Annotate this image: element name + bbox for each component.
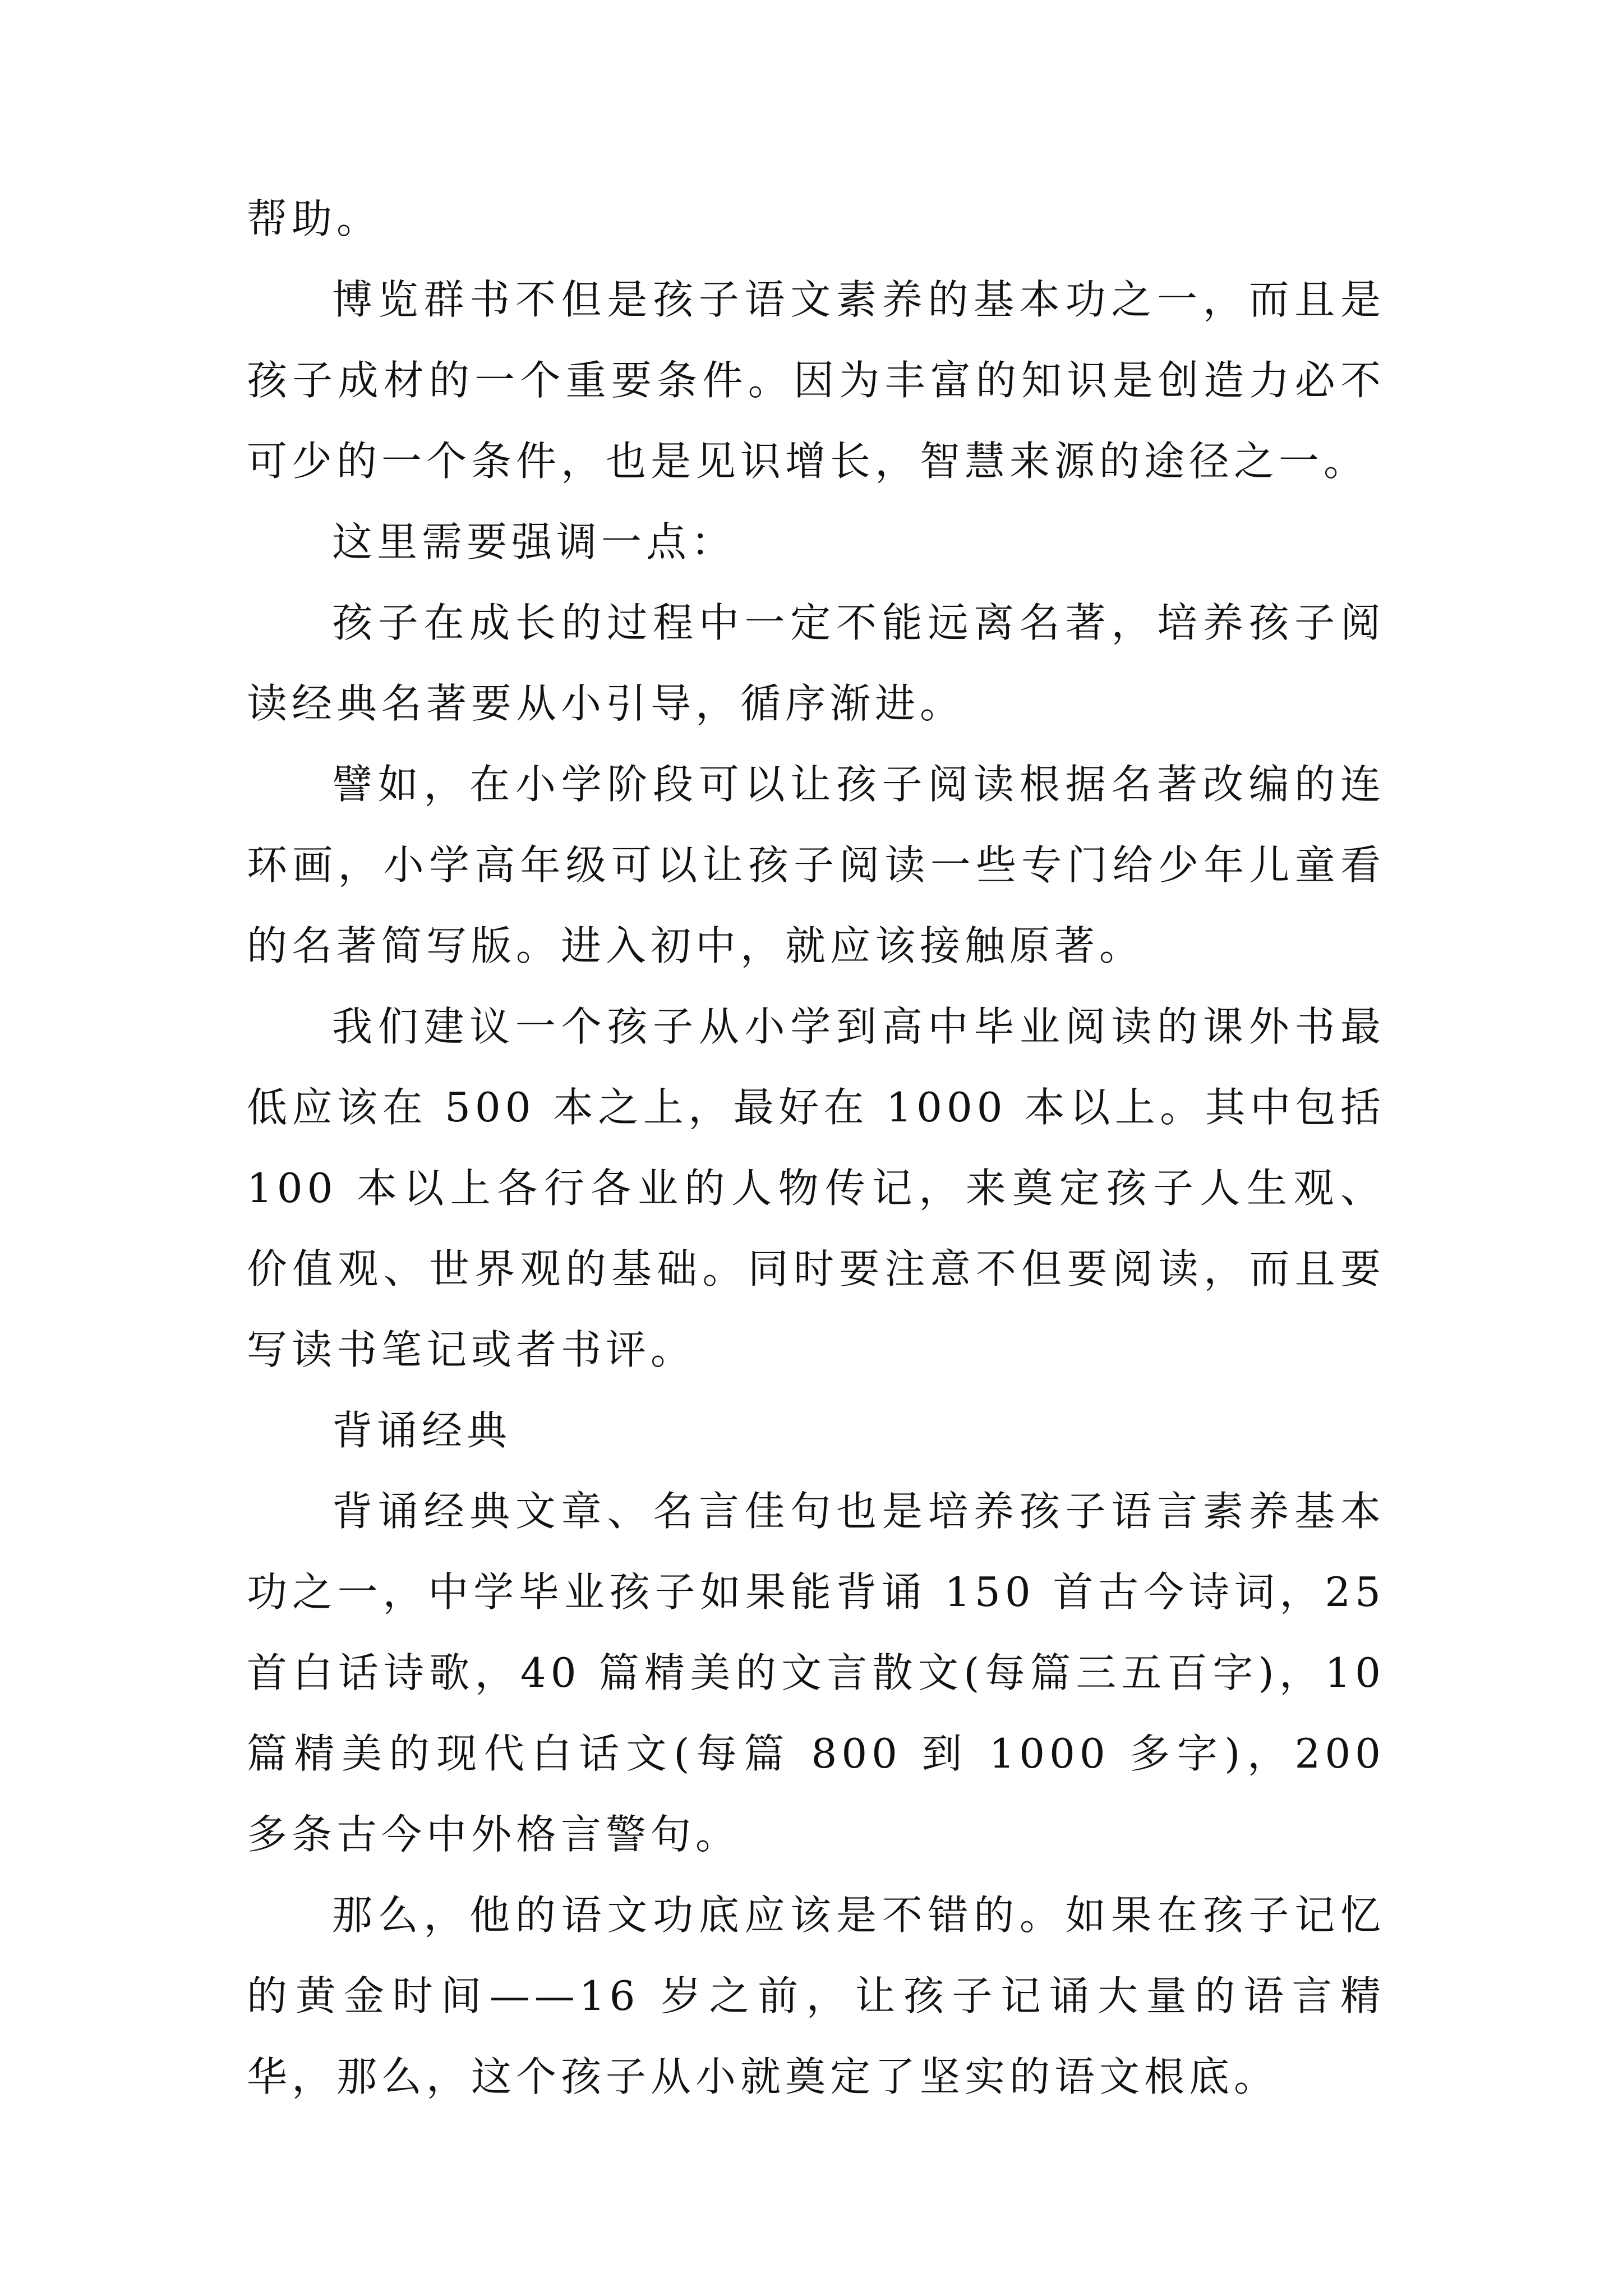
paragraph-7: 背诵经典文章、名言佳句也是培养孩子语言素养基本功之一，中学毕业孩子如果能背诵 150 首古今诗词，25 首白话诗歌，40 篇精美的文言散文(每篇三五百字)，10 篇精美的现代白话文(每篇 800 到 1000 多字)，200 多条古今中外格言警句。 [247, 1488, 1385, 1858]
paragraph-1: 帮助。 [247, 195, 382, 242]
paragraph-6: 我们建议一个孩子从小学到高中毕业阅读的课外书最低应该在 500 本之上，最好在 1000 本以上。其中包括 100 本以上各行各业的人物传记，来奠定孩子人生观、价值观、世界观的基础。同时要注意不但要阅读，而且要写读书笔记或者书评。 [247, 1003, 1385, 1373]
paragraph-5: 譬如，在小学阶段可以让孩子阅读根据名著改编的连环画，小学高年级可以让孩子阅读一些专门给少年儿童看的名著简写版。进入初中，就应该接触原著。 [247, 761, 1385, 969]
body-text [247, 178, 1385, 2117]
paragraph-4: 孩子在成长的过程中一定不能远离名著，培养孩子阅读经典名著要从小引导，循序渐进。 [247, 599, 1385, 727]
paragraph-2: 博览群书不但是孩子语文素养的基本功之一，而且是孩子成材的一个重要条件。因为丰富的知识是创造力必不可少的一个条件，也是见识增长，智慧来源的途径之一。 [247, 276, 1385, 485]
section-heading: 背诵经典 [332, 1407, 512, 1454]
paragraph-8: 那么，他的语文功底应该是不错的。如果在孩子记忆的黄金时间——16 岁之前，让孩子记诵大量的语言精华，那么，这个孩子从小就奠定了坚实的语文根底。 [247, 1892, 1385, 2100]
paragraph-3: 这里需要强调一点： [332, 518, 736, 565]
